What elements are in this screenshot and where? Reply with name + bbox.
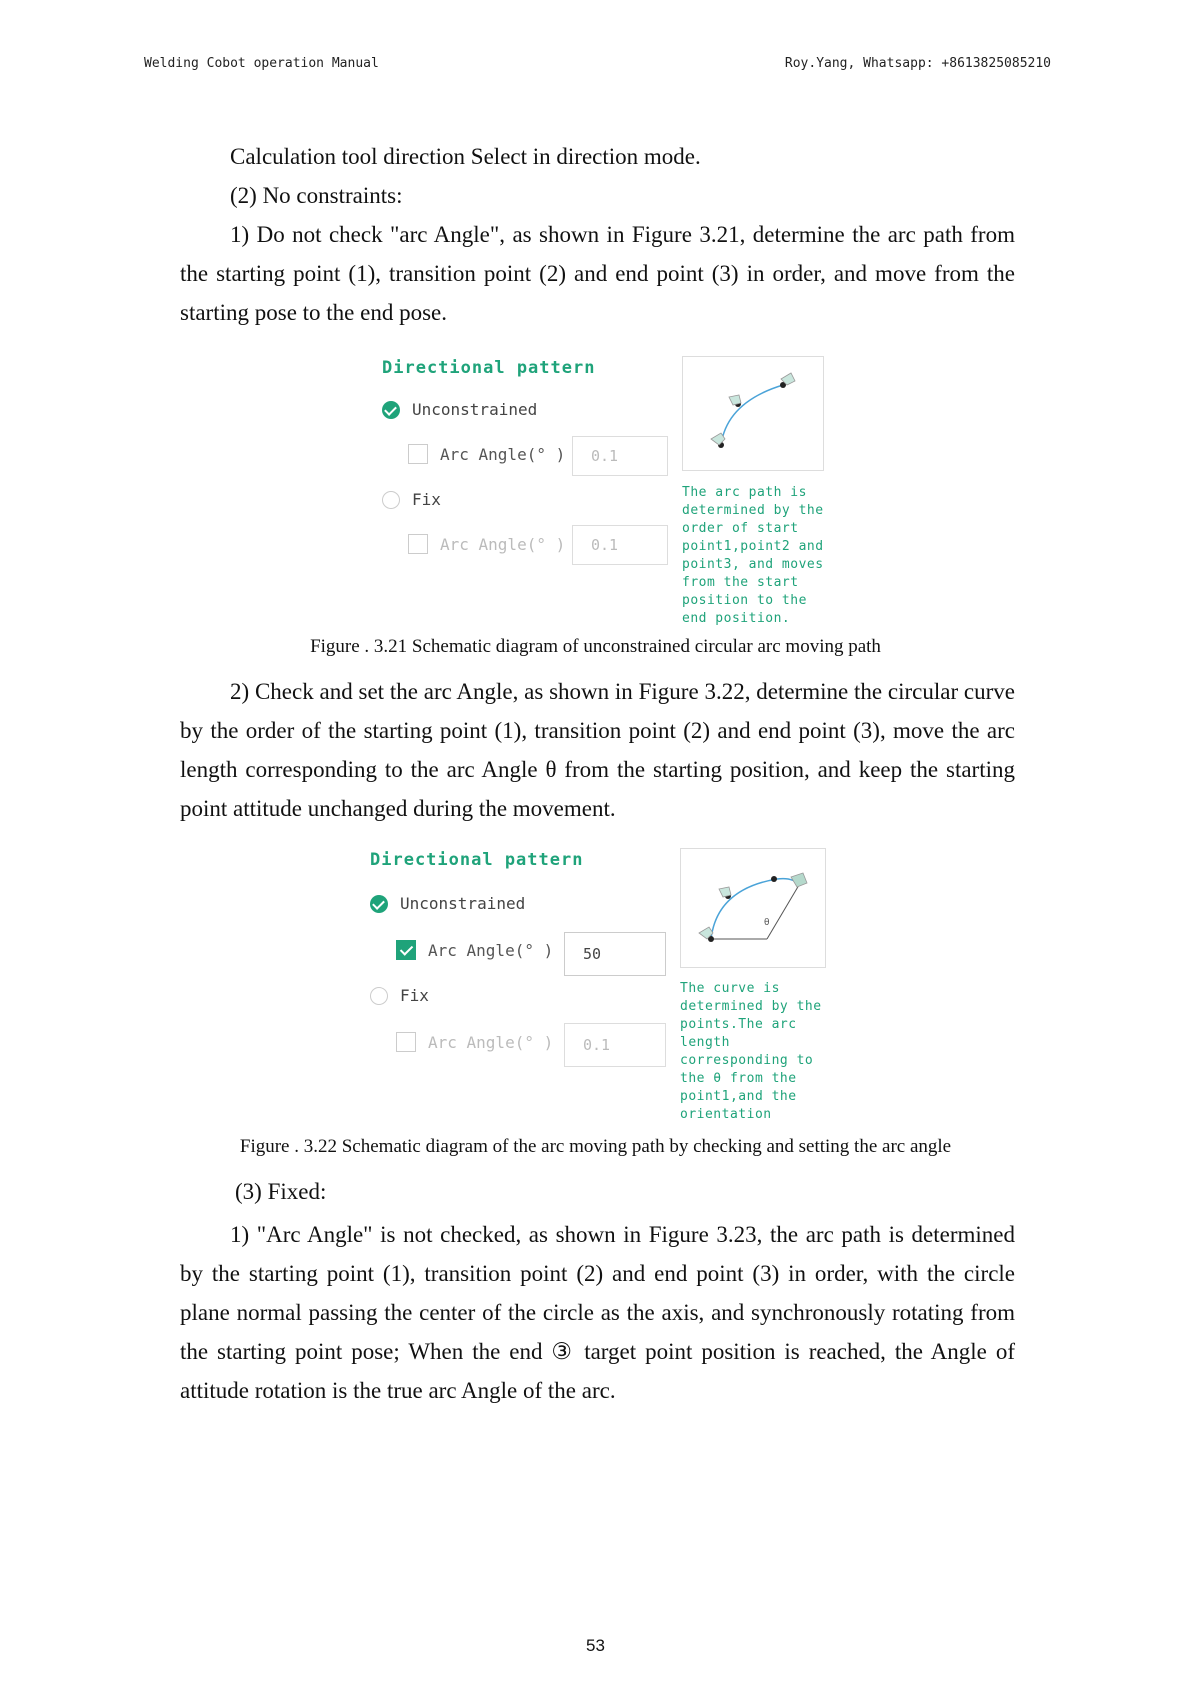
radio-unconstrained-label: Unconstrained	[400, 894, 526, 913]
arc-angle-checkbox[interactable]	[408, 444, 565, 464]
radio-unconstrained-label: Unconstrained	[412, 400, 538, 419]
page-number: 53	[586, 1636, 605, 1655]
text-block-middle	[180, 672, 1015, 828]
radio-checked-icon	[382, 401, 400, 419]
paragraph-5: (3) Fixed:	[235, 1179, 327, 1204]
arc-angle-checkbox[interactable]	[396, 940, 553, 960]
arc-angle-note: The curve is determined by the points.The arc length corresponding to the θ from the point1,and the orientation	[680, 981, 822, 1122]
radio-unconstrained[interactable]	[370, 894, 525, 913]
radio-fix-label: Fix	[400, 986, 429, 1005]
arc-angle-svg	[681, 849, 825, 967]
text-block-top	[180, 137, 1015, 332]
arc-angle-input[interactable]: 50	[564, 932, 666, 976]
checkbox-icon	[408, 534, 428, 554]
radio-fix[interactable]	[382, 490, 441, 509]
paragraph-2: (2) No constraints:	[230, 183, 403, 208]
checkbox-checked-icon	[396, 940, 416, 960]
paragraph-6: 1) "Arc Angle" is not checked, as shown in Figure 3.23, the arc path is determined by the starting point (1), transition point (2) and end point (3) in order, with the circle plane normal passing the center of the circle as the axis, and synchronously rotating from the starting point pose; When the end ③ target point position is reached, the Angle of attitude rotation is the true arc Angle of the arc.	[180, 1222, 1015, 1403]
paragraph-3: 1) Do not check "arc Angle", as shown in Figure 3.21, determine the arc path from the starting point (1), transition point (2) and end point (3) in order, and move from the starting pose to the end pose.	[180, 222, 1015, 325]
arc-angle-label-fix: Arc Angle(° )	[428, 1032, 554, 1052]
text-block-bottom	[180, 1172, 1015, 1410]
figure-3-22-panel	[364, 848, 834, 1133]
radio-checked-icon	[370, 895, 388, 913]
paragraph-1: Calculation tool direction Select in direction mode.	[230, 144, 701, 169]
theta-label: θ	[764, 918, 770, 928]
checkbox-icon	[396, 1032, 416, 1052]
radio-fix-label: Fix	[412, 490, 441, 509]
radio-unchecked-icon	[382, 491, 400, 509]
figure-3-21-panel	[376, 356, 836, 631]
checkbox-icon	[408, 444, 428, 464]
figure-3-21-caption: Figure . 3.21 Schematic diagram of unconstrained circular arc moving path	[310, 636, 881, 657]
arc-angle-checkbox-fix[interactable]	[408, 534, 565, 554]
header-left: Welding Cobot operation Manual	[144, 56, 379, 71]
arc-angle-label: Arc Angle(° )	[440, 444, 566, 464]
radio-unchecked-icon	[370, 987, 388, 1005]
arc-angle-label-fix: Arc Angle(° )	[440, 534, 566, 554]
arc-angle-input-fix[interactable]: 0.1	[564, 1023, 666, 1067]
figure-3-22-caption: Figure . 3.22 Schematic diagram of the arc moving path by checking and setting the arc angle	[239, 1136, 952, 1157]
radio-unconstrained[interactable]	[382, 400, 537, 419]
directional-pattern-title: Directional pattern	[370, 850, 584, 870]
arc-angle-input[interactable]: 0.1	[572, 436, 668, 476]
arc-path-note: The arc path is determined by the order of start point1,point2 and point3, and moves from the start position to the end position.	[682, 485, 824, 626]
arc-angle-input-fix[interactable]: 0.1	[572, 525, 668, 565]
arc-angle-diagram	[680, 848, 826, 968]
arc-path-diagram	[682, 356, 824, 471]
directional-pattern-title: Directional pattern	[382, 358, 596, 378]
radio-fix[interactable]	[370, 986, 429, 1005]
paragraph-4: 2) Check and set the arc Angle, as shown in Figure 3.22, determine the circular curve by the order of the starting point (1), transition point (2) and end point (3), move the arc length corresponding to the arc Angle θ from the starting position, and keep the starting point attitude unchanged during the movement.	[180, 679, 1015, 821]
arc-angle-checkbox-fix[interactable]	[396, 1032, 553, 1052]
header-right: Roy.Yang, Whatsapp: +8613825085210	[784, 56, 1051, 71]
arc-angle-label: Arc Angle(° )	[428, 940, 554, 960]
arc-path-svg	[683, 357, 823, 470]
